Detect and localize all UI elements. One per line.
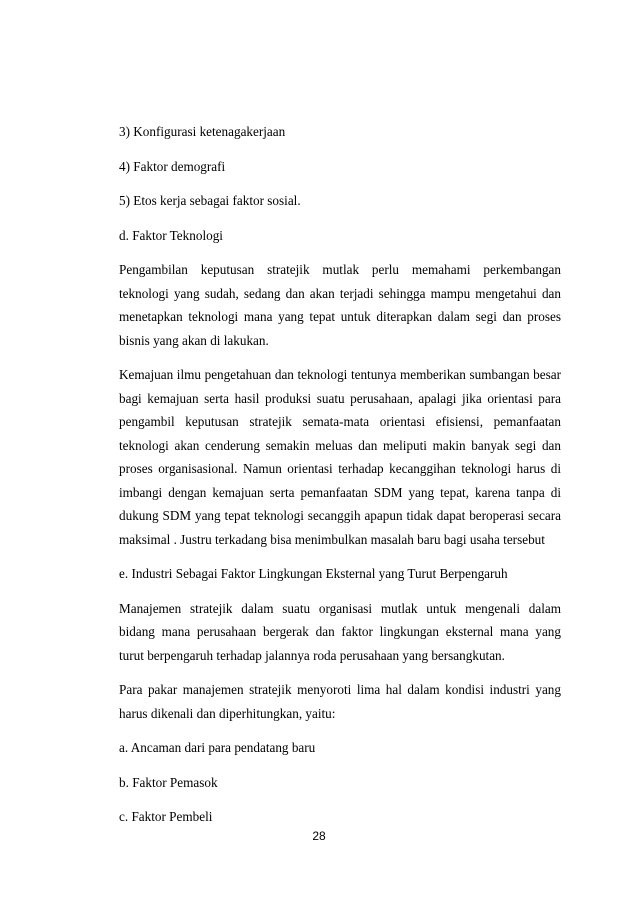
heading-faktor-teknologi: d. Faktor Teknologi xyxy=(119,227,223,243)
paragraph-line: maksimal . Justru terkadang bisa menimbulkan masalah baru bagi usaha tersebut xyxy=(119,531,545,547)
paragraph-line: turut berpengaruh terhadap jalannya roda perusahaan yang bersangkutan. xyxy=(119,647,505,663)
list-item-etos-kerja: 5) Etos kerja sebagai faktor sosial. xyxy=(119,193,301,208)
paragraph-line: harus dikenali dan diperhitungkan, yaitu: xyxy=(119,705,336,721)
list-item-konfigurasi: 3) Konfigurasi ketenagakerjaan xyxy=(119,124,286,139)
page-number: 28 xyxy=(312,829,326,843)
list-item-demografi: 4) Faktor demografi xyxy=(119,158,226,174)
paragraph-line: bidang mana perusahaan bergerak dan faktor lingkungan eksternal mana yang xyxy=(119,624,561,639)
heading-industri: e. Industri Sebagai Faktor Lingkungan Eksternal yang Turut Berpengaruh xyxy=(119,566,508,581)
paragraph-line: teknologi yang sudah, sedang dan akan terjadi sehingga mampu mengetahui dan xyxy=(119,285,561,301)
paragraph-line: Para pakar manajemen stratejik menyoroti lima hal dalam kondisi industri yang xyxy=(119,682,561,697)
paragraph-manajemen-stratejik xyxy=(119,597,561,668)
paragraph-line: Kemajuan ilmu pengetahuan dan teknologi tentunya memberikan sumbangan besar xyxy=(119,367,561,382)
list-item-pemasok: b. Faktor Pemasok xyxy=(119,774,218,790)
paragraph-line: bagi kemajuan serta hasil produksi suatu perusahaan, apalagi jika orientasi para xyxy=(119,390,561,406)
paragraph-line: imbangi dengan kemajuan serta pemanfaatan SDM yang tepat, karena tanpa di xyxy=(119,484,561,500)
paragraph-line: dukung SDM yang tepat teknologi secanggih apapun tidak dapat beroperasi secara xyxy=(119,508,561,523)
paragraph-kemajuan-ilmu xyxy=(119,363,561,551)
paragraph-line: pengambil keputusan stratejik semata-mata orientasi efisiensi, pemanfaatan xyxy=(119,414,561,429)
paragraph-line: bisnis yang akan di lakukan. xyxy=(119,332,269,348)
paragraph-para-pakar xyxy=(119,678,561,725)
paragraph-line: menetapkan teknologi mana yang tepat untuk diterapkan dalam segi dan proses xyxy=(119,309,561,324)
list-item-ancaman: a. Ancaman dari para pendatang baru xyxy=(119,740,316,755)
paragraph-line: proses organisasional. Namun orientasi terhadap kecanggihan teknologi harus di xyxy=(119,461,561,476)
list-item-pembeli: c. Faktor Pembeli xyxy=(119,809,213,824)
paragraph-line: teknologi akan cenderung semakin meluas dan meliputi makin banyak segi dan xyxy=(119,437,561,453)
paragraph-line: Manajemen stratejik dalam suatu organisasi mutlak untuk mengenali dalam xyxy=(119,600,561,616)
paragraph-keputusan-stratejik xyxy=(119,258,561,352)
document-body xyxy=(119,120,561,840)
paragraph-line: Pengambilan keputusan stratejik mutlak perlu memahami perkembangan xyxy=(119,262,561,277)
